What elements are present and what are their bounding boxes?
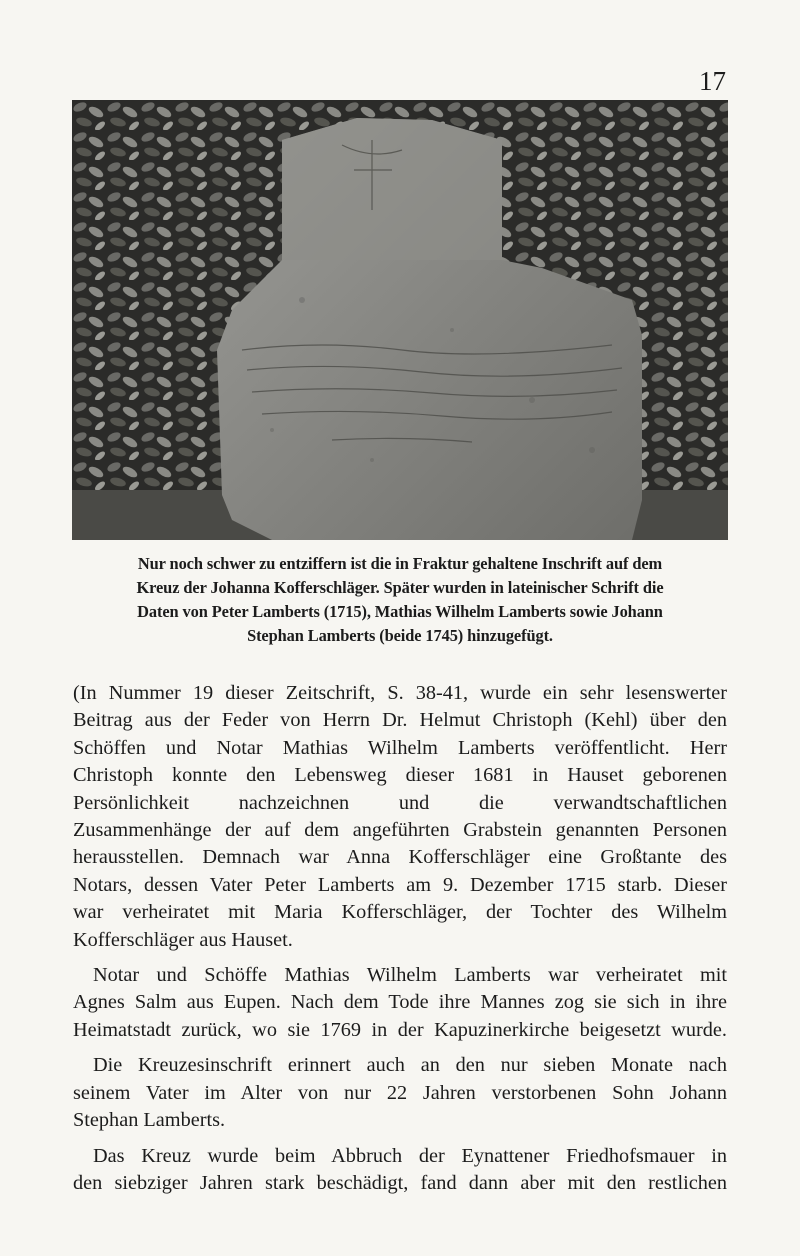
text-line: war verheiratet mit Maria Kofferschläger, der Tochter des Wilhelm: [73, 901, 727, 924]
text-line: herausstellen. Demnach war Anna Kofferschläger eine Großtante des: [73, 846, 727, 869]
caption-line: Nur noch schwer zu entziffern ist die in Fraktur gehaltene Inschrift auf dem: [137, 554, 663, 573]
text-line: seinem Vater im Alter von nur 22 Jahren verstorbenen Sohn Johann: [73, 1081, 727, 1104]
text-line: Stephan Lamberts.: [73, 1109, 226, 1132]
text-line: (In Nummer 19 dieser Zeitschrift, S. 38-41, wurde ein sehr lesenswerter: [73, 682, 727, 704]
caption-line: Stephan Lamberts (beide 1745) hinzugefügt.: [247, 626, 553, 645]
text-line: Notar und Schöffe Mathias Wilhelm Lamberts war verheiratet mit: [93, 964, 727, 987]
gravestone-cross-image: [72, 100, 728, 540]
text-line: Kofferschläger aus Hauset.: [73, 928, 293, 951]
figure-caption: [72, 552, 728, 648]
text-line: Agnes Salm aus Eupen. Nach dem Tode ihre Mannes zog sie sich in ihre: [73, 991, 727, 1014]
caption-line: Kreuz der Johanna Kofferschläger. Später wurden in lateinischer Schrift die: [136, 578, 664, 597]
text-line: Notars, dessen Vater Peter Lamberts am 9. Dezember 1715 starb. Dieser: [73, 873, 727, 896]
text-line: Christoph konnte den Lebensweg dieser 1681 in Hauset geborenen: [73, 764, 727, 787]
text-line: Persönlichkeit nachzeichnen und die verwandtschaftlichen: [73, 791, 727, 814]
body-text: [73, 680, 727, 1205]
text-line: Zusammenhänge der auf dem angeführten Grabstein genannten Personen: [73, 819, 727, 842]
caption-line: Daten von Peter Lamberts (1715), Mathias Wilhelm Lamberts sowie Johann: [137, 602, 663, 621]
paragraph-1: [73, 680, 727, 954]
text-line: Das Kreuz wurde beim Abbruch der Eynattener Friedhofsmauer in: [93, 1144, 727, 1167]
gravestone-photo: [72, 100, 728, 540]
page-number: 17: [699, 66, 726, 96]
paragraph-2: [73, 962, 727, 1044]
text-line: Heimatstadt zurück, wo sie 1769 in der Kapuzinerkirche beigesetzt wurde.: [73, 1018, 727, 1041]
text-line: Die Kreuzesinschrift erinnert auch an den nur sieben Monate nach: [93, 1054, 727, 1077]
text-line: den siebziger Jahren stark beschädigt, fand dann aber mit den restlichen: [73, 1171, 727, 1194]
text-line: Beitrag aus der Feder von Herrn Dr. Helmut Christoph (Kehl) über den: [73, 709, 727, 732]
paragraph-3: [73, 1052, 727, 1134]
text-line: Schöffen und Notar Mathias Wilhelm Lamberts veröffentlicht. Herr: [73, 736, 727, 759]
paragraph-4: [73, 1143, 727, 1198]
